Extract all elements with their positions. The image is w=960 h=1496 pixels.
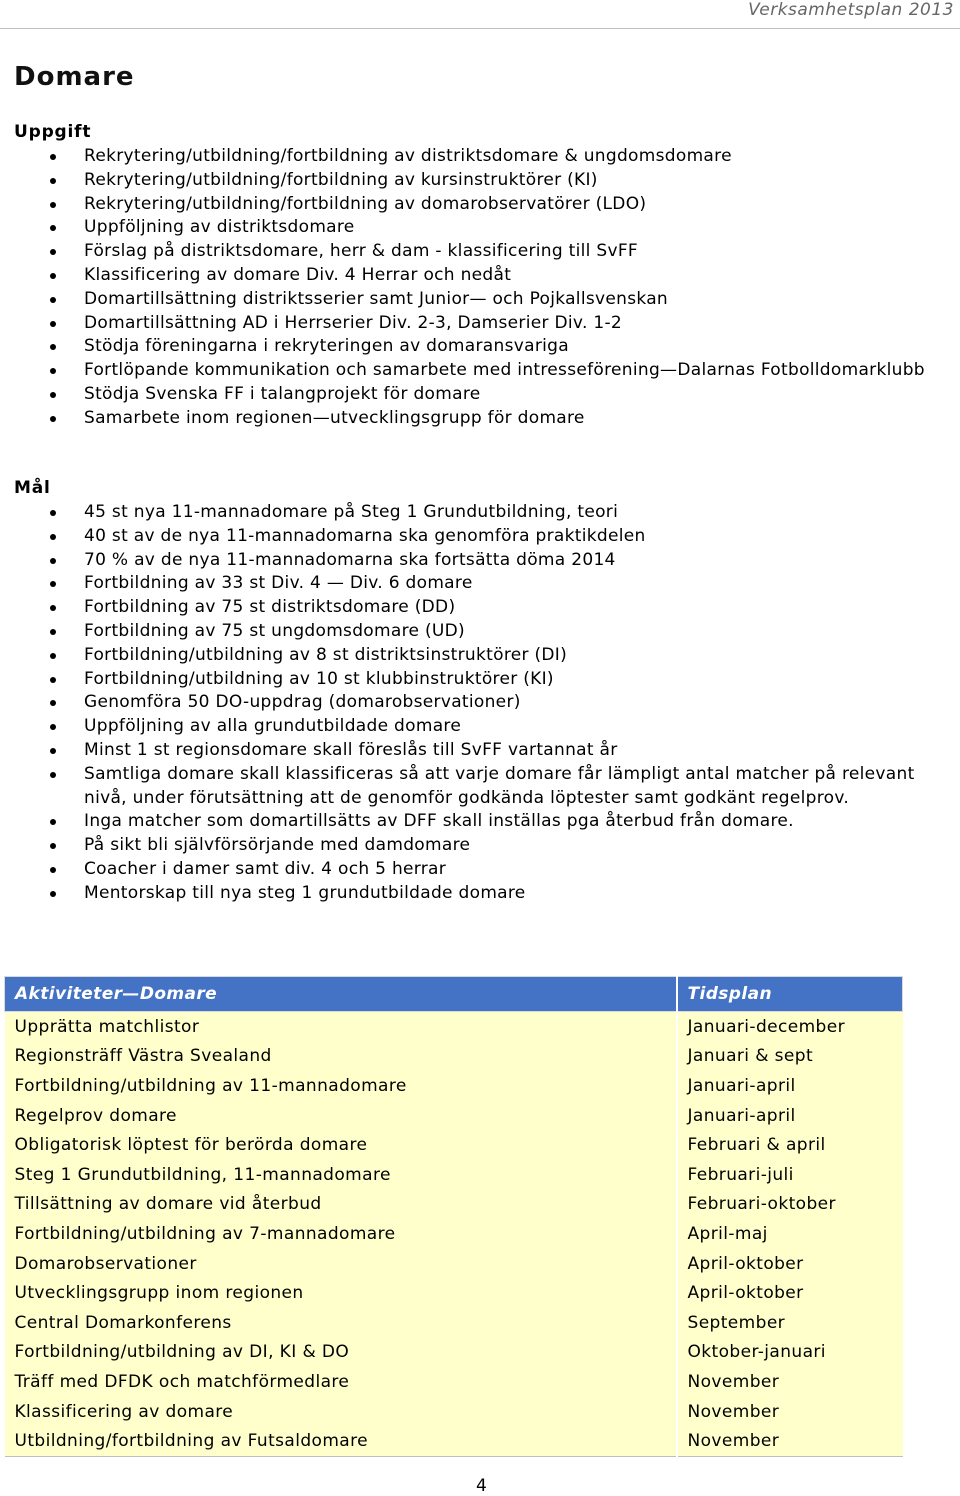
schedule-cell: Februari-juli [677,1160,903,1190]
schedule-cell: Februari-oktober [677,1190,903,1220]
list-item: Genomföra 50 DO-uppdrag (domarobservationer) [0,691,940,715]
table-row [5,1190,903,1220]
schedule-cell: September [677,1308,903,1338]
table-row [5,1160,903,1190]
table-row [5,1308,903,1338]
schedule-cell: Januari-april [677,1071,903,1101]
list-item: Fortbildning av 75 st ungdomsdomare (UD) [0,620,940,644]
table-row [5,1338,903,1368]
table-row [5,1278,903,1308]
table-row [5,1397,903,1427]
schedule-cell: November [677,1367,903,1397]
page-title: Domare [14,62,135,92]
activity-cell: Steg 1 Grundutbildning, 11-mannadomare [5,1160,677,1190]
activity-cell: Upprätta matchlistor [5,1012,677,1042]
activity-cell: Central Domarkonferens [5,1308,677,1338]
list-item: Fortbildning av 75 st distriktsdomare (DD) [0,596,940,620]
schedule-cell: April-maj [677,1219,903,1249]
list-item: Coacher i damer samt div. 4 och 5 herrar [0,858,940,882]
schedule-cell: Februari & april [677,1130,903,1160]
activity-cell: Tillsättning av domare vid återbud [5,1190,677,1220]
schedule-cell: Oktober-januari [677,1338,903,1368]
mal-list [0,501,940,906]
table-row [5,1101,903,1131]
list-item: Samarbete inom regionen—utvecklingsgrupp för domare [0,407,940,431]
schedule-cell: Januari-december [677,1012,903,1042]
table-row [5,1130,903,1160]
table-row [5,1219,903,1249]
list-item: Rekrytering/utbildning/fortbildning av distriktsdomare & ungdomsdomare [0,145,940,169]
list-item: Minst 1 st regionsdomare skall föreslås till SvFF vartannat år [0,739,940,763]
document-header-title: Verksamhetsplan 2013 [748,0,954,20]
column-header-activity: Aktiviteter—Domare [5,977,677,1012]
activity-cell: Obligatorisk löptest för berörda domare [5,1130,677,1160]
uppgift-list [0,145,940,431]
list-item: Fortbildning av 33 st Div. 4 — Div. 6 domare [0,572,940,596]
activity-cell: Utvecklingsgrupp inom regionen [5,1278,677,1308]
list-item: Rekrytering/utbildning/fortbildning av domarobservatörer (LDO) [0,193,940,217]
schedule-cell: November [677,1397,903,1427]
list-item: Klassificering av domare Div. 4 Herrar och nedåt [0,264,940,288]
list-item: Mentorskap till nya steg 1 grundutbildade domare [0,882,940,906]
list-item: 70 % av de nya 11-mannadomarna ska fortsätta döma 2014 [0,549,940,573]
table-row [5,1071,903,1101]
activity-cell: Träff med DFDK och matchförmedlare [5,1367,677,1397]
activity-cell: Fortbildning/utbildning av 7-mannadomare [5,1219,677,1249]
page-number: 4 [476,1476,487,1496]
list-item: Samtliga domare skall klassificeras så att varje domare får lämpligt antal matcher på relevant nivå, under förutsättning att de genomför godkända löptester samt godkänt regelprov. [0,763,940,811]
list-item: Förslag på distriktsdomare, herr & dam - klassificering till SvFF [0,240,940,264]
header-divider [0,28,960,29]
schedule-cell: April-oktober [677,1278,903,1308]
list-item: På sikt bli självförsörjande med damdomare [0,834,940,858]
activity-schedule-table [4,976,903,1457]
activity-cell: Domarobservationer [5,1249,677,1279]
list-item: Uppföljning av distriktsdomare [0,216,940,240]
table-row [5,1426,903,1456]
activity-cell: Utbildning/fortbildning av Futsaldomare [5,1426,677,1456]
list-item: Domartillsättning distriktsserier samt Junior— och Pojkallsvenskan [0,288,940,312]
list-item: Domartillsättning AD i Herrserier Div. 2-3, Damserier Div. 1-2 [0,312,940,336]
list-item: Fortbildning/utbildning av 8 st distriktsinstruktörer (DI) [0,644,940,668]
table-header-row [5,977,903,1012]
section-heading-uppgift: Uppgift [14,122,92,142]
list-item: Inga matcher som domartillsätts av DFF skall inställas pga återbud från domare. [0,810,940,834]
activity-cell: Fortbildning/utbildning av 11-mannadomare [5,1071,677,1101]
schedule-cell: April-oktober [677,1249,903,1279]
list-item: Rekrytering/utbildning/fortbildning av kursinstruktörer (KI) [0,169,940,193]
list-item: Stödja Svenska FF i talangprojekt för domare [0,383,940,407]
schedule-cell: November [677,1426,903,1456]
list-item: Uppföljning av alla grundutbildade domare [0,715,940,739]
list-item: Fortlöpande kommunikation och samarbete med intresseförening—Dalarnas Fotbolldomarklubb [0,359,940,383]
schedule-cell: Januari & sept [677,1042,903,1072]
table-row [5,1042,903,1072]
activity-cell: Regionsträff Västra Svealand [5,1042,677,1072]
list-item: Stödja föreningarna i rekryteringen av domaransvariga [0,335,940,359]
table-row [5,1367,903,1397]
list-item: 40 st av de nya 11-mannadomarna ska genomföra praktikdelen [0,525,940,549]
activity-cell: Regelprov domare [5,1101,677,1131]
list-item: 45 st nya 11-mannadomare på Steg 1 Grundutbildning, teori [0,501,940,525]
list-item: Fortbildning/utbildning av 10 st klubbinstruktörer (KI) [0,668,940,692]
schedule-cell: Januari-april [677,1101,903,1131]
table-row [5,1249,903,1279]
activity-cell: Fortbildning/utbildning av DI, KI & DO [5,1338,677,1368]
section-heading-mal: Mål [14,478,51,498]
column-header-schedule: Tidsplan [677,977,903,1012]
table-row [5,1012,903,1042]
activity-cell: Klassificering av domare [5,1397,677,1427]
